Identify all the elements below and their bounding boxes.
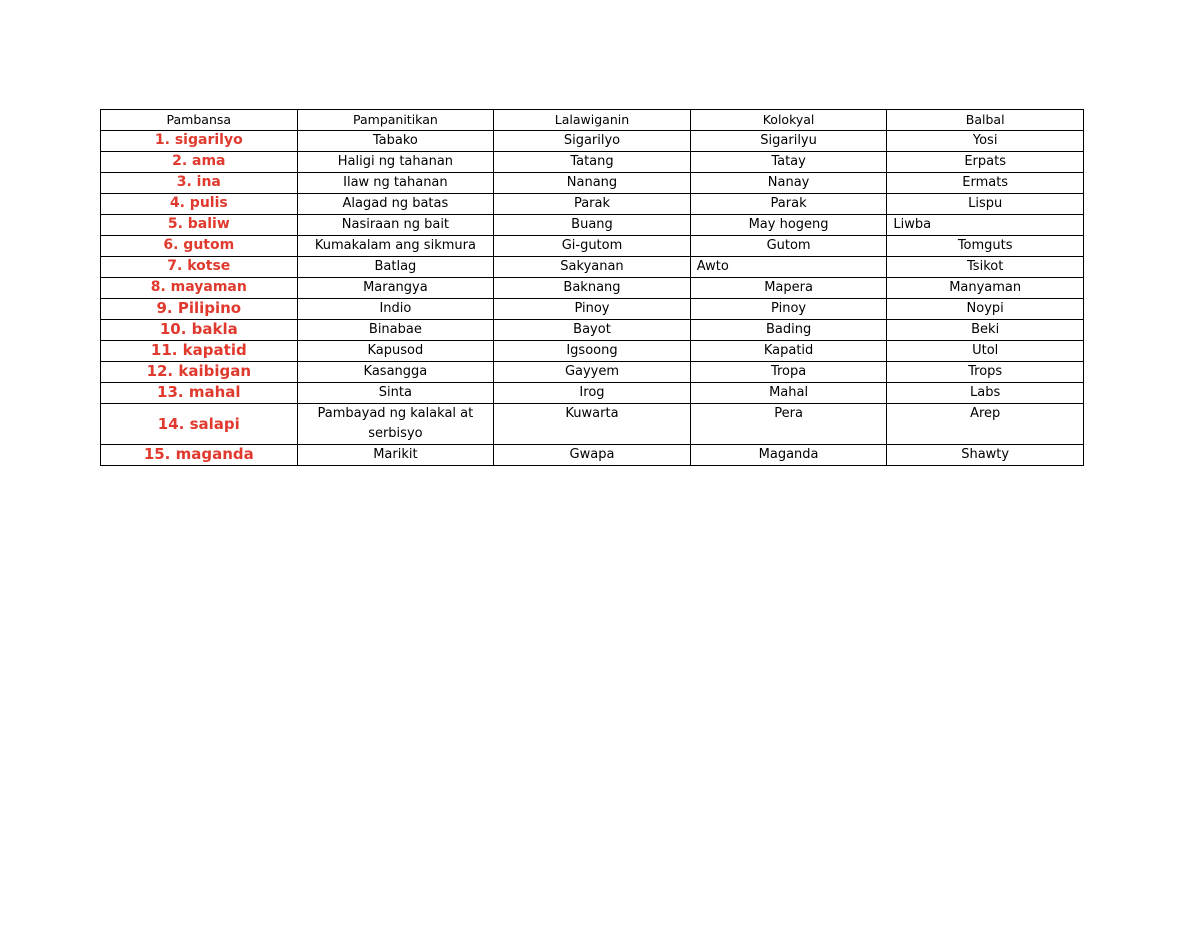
pampanitikan-cell: Nasiraan ng bait [297, 215, 494, 236]
pambansa-cell: 12. kaibigan [101, 362, 298, 383]
balbal-cell: Trops [887, 362, 1084, 383]
balbal-cell: Liwba [887, 215, 1084, 236]
pampanitikan-cell: Haligi ng tahanan [297, 152, 494, 173]
lalawiganin-cell: Baknang [494, 278, 691, 299]
lalawiganin-cell: Gayyem [494, 362, 691, 383]
balbal-cell: Lispu [887, 194, 1084, 215]
column-header-lalawiganin: Lalawiganin [494, 110, 691, 131]
kolokyal-cell: Pinoy [690, 299, 887, 320]
table-row [101, 341, 1084, 362]
lalawiganin-cell: Kuwarta [494, 404, 691, 445]
pambansa-cell: 15. maganda [101, 445, 298, 466]
pampanitikan-cell: Batlag [297, 257, 494, 278]
table-row [101, 383, 1084, 404]
kolokyal-cell: Tropa [690, 362, 887, 383]
pambansa-cell: 13. mahal [101, 383, 298, 404]
pampanitikan-cell: Alagad ng batas [297, 194, 494, 215]
kolokyal-cell: Nanay [690, 173, 887, 194]
table-row [101, 173, 1084, 194]
table-row [101, 404, 1084, 445]
lalawiganin-cell: Pinoy [494, 299, 691, 320]
table-row [101, 299, 1084, 320]
pampanitikan-cell: Marikit [297, 445, 494, 466]
kolokyal-cell: Kapatid [690, 341, 887, 362]
kolokyal-cell: Maganda [690, 445, 887, 466]
vocabulary-table [100, 109, 1084, 466]
kolokyal-cell: Gutom [690, 236, 887, 257]
kolokyal-cell: Awto [690, 257, 887, 278]
balbal-cell: Arep [887, 404, 1084, 445]
lalawiganin-cell: Nanang [494, 173, 691, 194]
lalawiganin-cell: Sigarilyo [494, 131, 691, 152]
balbal-cell: Yosi [887, 131, 1084, 152]
pampanitikan-cell: Binabae [297, 320, 494, 341]
pambansa-cell: 11. kapatid [101, 341, 298, 362]
pambansa-cell: 3. ina [101, 173, 298, 194]
lalawiganin-cell: Sakyanan [494, 257, 691, 278]
lalawiganin-cell: Gi-gutom [494, 236, 691, 257]
column-header-balbal: Balbal [887, 110, 1084, 131]
column-header-pambansa: Pambansa [101, 110, 298, 131]
lalawiganin-cell: Parak [494, 194, 691, 215]
pampanitikan-cell: Ilaw ng tahanan [297, 173, 494, 194]
pampanitikan-cell: Sinta [297, 383, 494, 404]
column-header-kolokyal: Kolokyal [690, 110, 887, 131]
kolokyal-cell: Bading [690, 320, 887, 341]
pambansa-cell: 6. gutom [101, 236, 298, 257]
balbal-cell: Tomguts [887, 236, 1084, 257]
table-row [101, 194, 1084, 215]
lalawiganin-cell: Gwapa [494, 445, 691, 466]
lalawiganin-cell: Buang [494, 215, 691, 236]
kolokyal-cell: Sigarilyu [690, 131, 887, 152]
pambansa-cell: 10. bakla [101, 320, 298, 341]
balbal-cell: Labs [887, 383, 1084, 404]
pampanitikan-cell: Kapusod [297, 341, 494, 362]
balbal-cell: Tsikot [887, 257, 1084, 278]
pambansa-cell: 8. mayaman [101, 278, 298, 299]
balbal-cell: Erpats [887, 152, 1084, 173]
pampanitikan-cell: Tabako [297, 131, 494, 152]
spreadsheet-page [100, 109, 1083, 466]
kolokyal-cell: Mapera [690, 278, 887, 299]
table-header-row [101, 110, 1084, 131]
balbal-cell: Beki [887, 320, 1084, 341]
pampanitikan-cell: Marangya [297, 278, 494, 299]
balbal-cell: Utol [887, 341, 1084, 362]
lalawiganin-cell: Tatang [494, 152, 691, 173]
pampanitikan-cell: Pambayad ng kalakal at serbisyo [297, 404, 494, 445]
lalawiganin-cell: Irog [494, 383, 691, 404]
table-row [101, 152, 1084, 173]
pambansa-cell: 5. baliw [101, 215, 298, 236]
pambansa-cell: 9. Pilipino [101, 299, 298, 320]
balbal-cell: Noypi [887, 299, 1084, 320]
table-row [101, 320, 1084, 341]
pambansa-cell: 14. salapi [101, 404, 298, 445]
table-row [101, 278, 1084, 299]
kolokyal-cell: Tatay [690, 152, 887, 173]
pambansa-cell: 2. ama [101, 152, 298, 173]
column-header-pampanitikan: Pampanitikan [297, 110, 494, 131]
kolokyal-cell: Parak [690, 194, 887, 215]
balbal-cell: Shawty [887, 445, 1084, 466]
kolokyal-cell: Pera [690, 404, 887, 445]
pampanitikan-cell: Indio [297, 299, 494, 320]
table-row [101, 362, 1084, 383]
table-row [101, 445, 1084, 466]
table-row [101, 257, 1084, 278]
table-row [101, 131, 1084, 152]
kolokyal-cell: May hogeng [690, 215, 887, 236]
pambansa-cell: 4. pulis [101, 194, 298, 215]
lalawiganin-cell: Igsoong [494, 341, 691, 362]
lalawiganin-cell: Bayot [494, 320, 691, 341]
pampanitikan-cell: Kumakalam ang sikmura [297, 236, 494, 257]
pambansa-cell: 7. kotse [101, 257, 298, 278]
pambansa-cell: 1. sigarilyo [101, 131, 298, 152]
table-row [101, 236, 1084, 257]
balbal-cell: Ermats [887, 173, 1084, 194]
kolokyal-cell: Mahal [690, 383, 887, 404]
table-row [101, 215, 1084, 236]
pampanitikan-cell: Kasangga [297, 362, 494, 383]
balbal-cell: Manyaman [887, 278, 1084, 299]
